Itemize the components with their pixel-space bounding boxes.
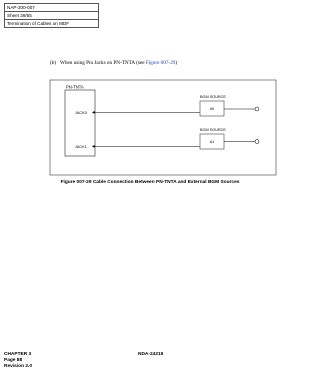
instruction-sentence: When using Pin Jacks on PN-TNTA (see [59, 60, 146, 66]
footer-revision: Revision 2.0 [4, 364, 32, 369]
bgm-source1-id: #1 [209, 139, 215, 144]
footer-center [138, 352, 163, 358]
figure-reference-link[interactable]: Figure 007-29 [145, 60, 176, 66]
card-label: PN-TNTA [66, 84, 84, 90]
sheet-number: Sheet 39/55 [5, 12, 98, 20]
bgm-source1-title: BGM SOURCE [200, 128, 226, 132]
bgm-source1-connector-icon [255, 140, 259, 144]
instruction-closing: ) [175, 60, 178, 66]
footer-chapter: CHAPTER 3 [4, 352, 32, 357]
footer-doc-id: NDA-24219 [138, 352, 164, 357]
jack1-label: JACK1 [75, 145, 87, 149]
footer-left [4, 352, 32, 370]
doc-number: NAP-200-007 [5, 4, 98, 12]
bgm-source0-title: BGM SOURCE [200, 95, 226, 99]
figure-caption: Figure 007-29 Cable Connection Between PN-TNTA and External BGM Sources [60, 180, 240, 185]
jack0-label: JACK0 [75, 111, 87, 115]
bgm-source0-id: #0 [209, 106, 215, 111]
footer-page: Page 88 [4, 358, 23, 363]
item-label: (b) [50, 60, 57, 66]
doc-subject: Termination of Cables on MDF [7, 21, 70, 26]
bgm-source0-connector-icon [255, 107, 259, 111]
